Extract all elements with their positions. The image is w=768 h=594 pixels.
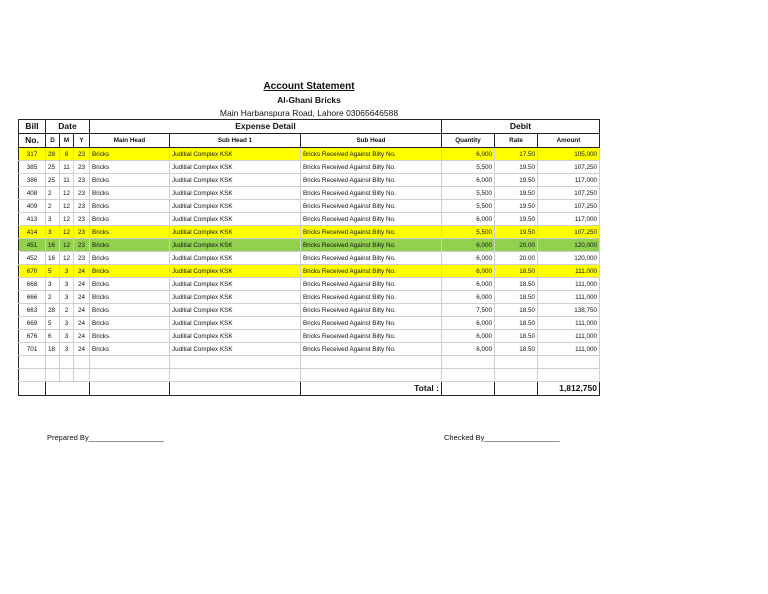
cell-m: 11 [60, 161, 74, 174]
cell-rate: 17.50 [495, 148, 538, 161]
cell-y: 23 [74, 226, 90, 239]
cell-bill: 668 [19, 278, 46, 291]
cell-main-head: Bricks [90, 187, 170, 200]
cell-sub-head-1: Juditial Complex KSK [170, 226, 301, 239]
cell-sub-head: Bricks Received Against Bilty No. [301, 148, 442, 161]
table-row [19, 239, 600, 252]
cell-main-head: Bricks [90, 317, 170, 330]
cell-amount: 117,000 [538, 174, 600, 187]
company-address: Main Harbanspura Road, Lahore 03065646588 [219, 108, 399, 118]
cell-sub-head: Bricks Received Against Bilty No. [301, 239, 442, 252]
cell-sub-head: Bricks Received Against Bilty No. [301, 200, 442, 213]
cell-bill: 669 [19, 317, 46, 330]
cell-amount: 111,000 [538, 265, 600, 278]
cell-rate: 20.00 [495, 239, 538, 252]
cell-bill: 414 [19, 226, 46, 239]
col-year: Y [74, 134, 90, 148]
col-debit: Debit [442, 120, 600, 134]
col-bill: Bill [19, 120, 46, 134]
cell-quantity: 5,500 [442, 226, 495, 239]
col-rate: Rate [495, 134, 538, 148]
table-row [19, 161, 600, 174]
cell-y: 24 [74, 330, 90, 343]
cell-quantity: 6,000 [442, 239, 495, 252]
cell-d: 18 [46, 343, 60, 356]
cell-rate: 19.50 [495, 213, 538, 226]
cell-d: 5 [46, 317, 60, 330]
table-body [19, 148, 600, 356]
cell-amount: 117,000 [538, 213, 600, 226]
cell-amount: 111,000 [538, 317, 600, 330]
cell-sub-head-1: Juditial Complex KSK [170, 330, 301, 343]
company-name: Al-Ghani Bricks [277, 95, 341, 105]
cell-m: 3 [60, 265, 74, 278]
table-row [19, 252, 600, 265]
statement-title: Account Statement [263, 81, 355, 92]
cell-y: 23 [74, 187, 90, 200]
cell-sub-head: Bricks Received Against Bilty No. [301, 304, 442, 317]
col-quantity: Quantity [442, 134, 495, 148]
cell-d: 2 [46, 200, 60, 213]
cell-m: 11 [60, 174, 74, 187]
cell-d: 28 [46, 148, 60, 161]
cell-amount: 105,000 [538, 148, 600, 161]
table-row [19, 304, 600, 317]
cell-y: 23 [74, 239, 90, 252]
cell-quantity: 6,000 [442, 252, 495, 265]
cell-bill: 413 [19, 213, 46, 226]
cell-sub-head-1: Juditial Complex KSK [170, 291, 301, 304]
cell-m: 3 [60, 278, 74, 291]
cell-y: 23 [74, 174, 90, 187]
table-row [19, 213, 600, 226]
cell-sub-head: Bricks Received Against Bilty No. [301, 213, 442, 226]
cell-d: 3 [46, 213, 60, 226]
cell-amount: 120,000 [538, 252, 600, 265]
cell-rate: 20.00 [495, 252, 538, 265]
col-main-head: Main Head [90, 134, 170, 148]
cell-sub-head: Bricks Received Against Bilty No. [301, 278, 442, 291]
col-amount: Amount [538, 134, 600, 148]
cell-bill: 666 [19, 291, 46, 304]
cell-sub-head-1: Juditial Complex KSK [170, 174, 301, 187]
cell-m: 12 [60, 239, 74, 252]
cell-rate: 18.50 [495, 304, 538, 317]
table-row [19, 226, 600, 239]
cell-y: 24 [74, 291, 90, 304]
cell-rate: 19.50 [495, 226, 538, 239]
cell-main-head: Bricks [90, 252, 170, 265]
col-expense-detail: Expense Detail [90, 120, 442, 134]
cell-y: 24 [74, 278, 90, 291]
cell-quantity: 6,000 [442, 317, 495, 330]
cell-main-head: Bricks [90, 226, 170, 239]
cell-y: 24 [74, 317, 90, 330]
cell-amount: 107,250 [538, 187, 600, 200]
cell-sub-head-1: Juditial Complex KSK [170, 161, 301, 174]
cell-rate: 19.50 [495, 200, 538, 213]
cell-main-head: Bricks [90, 304, 170, 317]
checked-by-line: Checked By__________________ [444, 433, 560, 442]
cell-quantity: 5,500 [442, 200, 495, 213]
cell-quantity: 6,000 [442, 291, 495, 304]
cell-y: 23 [74, 252, 90, 265]
cell-m: 12 [60, 252, 74, 265]
cell-rate: 18.50 [495, 265, 538, 278]
cell-y: 23 [74, 161, 90, 174]
table-row [19, 265, 600, 278]
cell-rate: 18.50 [495, 330, 538, 343]
cell-d: 2 [46, 187, 60, 200]
col-sub-head-1: Sub Head 1 [170, 134, 301, 148]
cell-rate: 18.50 [495, 291, 538, 304]
cell-y: 24 [74, 304, 90, 317]
table-row [19, 291, 600, 304]
cell-d: 25 [46, 174, 60, 187]
cell-sub-head-1: Juditial Complex KSK [170, 252, 301, 265]
cell-sub-head-1: Juditial Complex KSK [170, 239, 301, 252]
cell-d: 16 [46, 252, 60, 265]
cell-d: 3 [46, 226, 60, 239]
cell-m: 12 [60, 187, 74, 200]
cell-bill: 408 [19, 187, 46, 200]
cell-quantity: 6,000 [442, 330, 495, 343]
cell-sub-head: Bricks Received Against Bilty No. [301, 330, 442, 343]
cell-quantity: 6,000 [442, 343, 495, 356]
cell-m: 8 [60, 148, 74, 161]
cell-amount: 107,250 [538, 161, 600, 174]
cell-rate: 18.50 [495, 317, 538, 330]
col-day: D [46, 134, 60, 148]
cell-d: 28 [46, 304, 60, 317]
cell-sub-head: Bricks Received Against Bilty No. [301, 161, 442, 174]
cell-rate: 19.50 [495, 187, 538, 200]
col-sub-head: Sub Head [301, 134, 442, 148]
table-row [19, 278, 600, 291]
cell-y: 23 [74, 200, 90, 213]
cell-m: 3 [60, 317, 74, 330]
cell-m: 12 [60, 200, 74, 213]
cell-m: 2 [60, 304, 74, 317]
cell-bill: 452 [19, 252, 46, 265]
cell-sub-head-1: Juditial Complex KSK [170, 317, 301, 330]
cell-quantity: 6,000 [442, 174, 495, 187]
total-amount: 1,812,750 [538, 382, 600, 396]
cell-amount: 120,000 [538, 239, 600, 252]
cell-sub-head: Bricks Received Against Bilty No. [301, 317, 442, 330]
cell-bill: 670 [19, 265, 46, 278]
total-row [19, 382, 600, 396]
cell-main-head: Bricks [90, 161, 170, 174]
col-month: M [60, 134, 74, 148]
cell-sub-head: Bricks Received Against Bilty No. [301, 187, 442, 200]
cell-sub-head-1: Juditial Complex KSK [170, 213, 301, 226]
cell-amount: 111,000 [538, 343, 600, 356]
cell-amount: 111,000 [538, 330, 600, 343]
col-date: Date [46, 120, 90, 134]
cell-sub-head-1: Juditial Complex KSK [170, 200, 301, 213]
cell-rate: 19.50 [495, 161, 538, 174]
cell-amount: 107,250 [538, 200, 600, 213]
cell-quantity: 5,500 [442, 187, 495, 200]
table-row [19, 330, 600, 343]
cell-sub-head: Bricks Received Against Bilty No. [301, 174, 442, 187]
cell-d: 25 [46, 161, 60, 174]
cell-quantity: 5,500 [442, 161, 495, 174]
cell-sub-head: Bricks Received Against Bilty No. [301, 291, 442, 304]
cell-main-head: Bricks [90, 213, 170, 226]
cell-quantity: 6,000 [442, 265, 495, 278]
table-row [19, 148, 600, 161]
cell-sub-head-1: Juditial Complex KSK [170, 304, 301, 317]
cell-main-head: Bricks [90, 278, 170, 291]
cell-quantity: 6,000 [442, 213, 495, 226]
cell-bill: 676 [19, 330, 46, 343]
cell-y: 24 [74, 343, 90, 356]
cell-amount: 111,000 [538, 278, 600, 291]
cell-amount: 111,000 [538, 291, 600, 304]
cell-sub-head-1: Juditial Complex KSK [170, 278, 301, 291]
cell-d: 16 [46, 239, 60, 252]
cell-rate: 18.50 [495, 343, 538, 356]
prepared-by-line: Prepared By__________________ [47, 433, 164, 442]
cell-quantity: 7,500 [442, 304, 495, 317]
table-header-row-1 [19, 120, 600, 134]
total-label: Total : [301, 382, 442, 396]
statement-table [18, 119, 600, 396]
cell-sub-head-1: Juditial Complex KSK [170, 265, 301, 278]
cell-rate: 18.50 [495, 278, 538, 291]
cell-d: 6 [46, 330, 60, 343]
cell-quantity: 6,000 [442, 148, 495, 161]
cell-m: 12 [60, 213, 74, 226]
cell-sub-head: Bricks Received Against Bilty No. [301, 252, 442, 265]
cell-y: 24 [74, 265, 90, 278]
cell-sub-head: Bricks Received Against Bilty No. [301, 343, 442, 356]
cell-bill: 317 [19, 148, 46, 161]
cell-main-head: Bricks [90, 148, 170, 161]
cell-main-head: Bricks [90, 291, 170, 304]
cell-y: 23 [74, 148, 90, 161]
cell-amount: 138,750 [538, 304, 600, 317]
table-row [19, 343, 600, 356]
cell-m: 3 [60, 330, 74, 343]
cell-main-head: Bricks [90, 174, 170, 187]
cell-d: 5 [46, 265, 60, 278]
cell-sub-head: Bricks Received Against Bilty No. [301, 226, 442, 239]
cell-d: 3 [46, 278, 60, 291]
table-header-row-2 [19, 134, 600, 148]
cell-amount: 107,250 [538, 226, 600, 239]
cell-sub-head: Bricks Received Against Bilty No. [301, 265, 442, 278]
cell-d: 2 [46, 291, 60, 304]
cell-main-head: Bricks [90, 330, 170, 343]
cell-rate: 19.50 [495, 174, 538, 187]
cell-bill: 409 [19, 200, 46, 213]
cell-main-head: Bricks [90, 343, 170, 356]
cell-y: 23 [74, 213, 90, 226]
table-row [19, 200, 600, 213]
cell-main-head: Bricks [90, 200, 170, 213]
table-row [19, 174, 600, 187]
cell-quantity: 6,000 [442, 278, 495, 291]
cell-bill: 451 [19, 239, 46, 252]
table-row [19, 187, 600, 200]
cell-main-head: Bricks [90, 265, 170, 278]
cell-m: 12 [60, 226, 74, 239]
col-bill-no: No. [19, 134, 46, 148]
cell-sub-head-1: Juditial Complex KSK [170, 343, 301, 356]
cell-sub-head-1: Juditial Complex KSK [170, 187, 301, 200]
cell-m: 3 [60, 291, 74, 304]
empty-row [19, 369, 600, 382]
cell-bill: 663 [19, 304, 46, 317]
cell-m: 3 [60, 343, 74, 356]
empty-row [19, 356, 600, 369]
cell-bill: 701 [19, 343, 46, 356]
cell-sub-head-1: Juditial Complex KSK [170, 148, 301, 161]
cell-main-head: Bricks [90, 239, 170, 252]
cell-bill: 386 [19, 174, 46, 187]
table-row [19, 317, 600, 330]
cell-bill: 385 [19, 161, 46, 174]
